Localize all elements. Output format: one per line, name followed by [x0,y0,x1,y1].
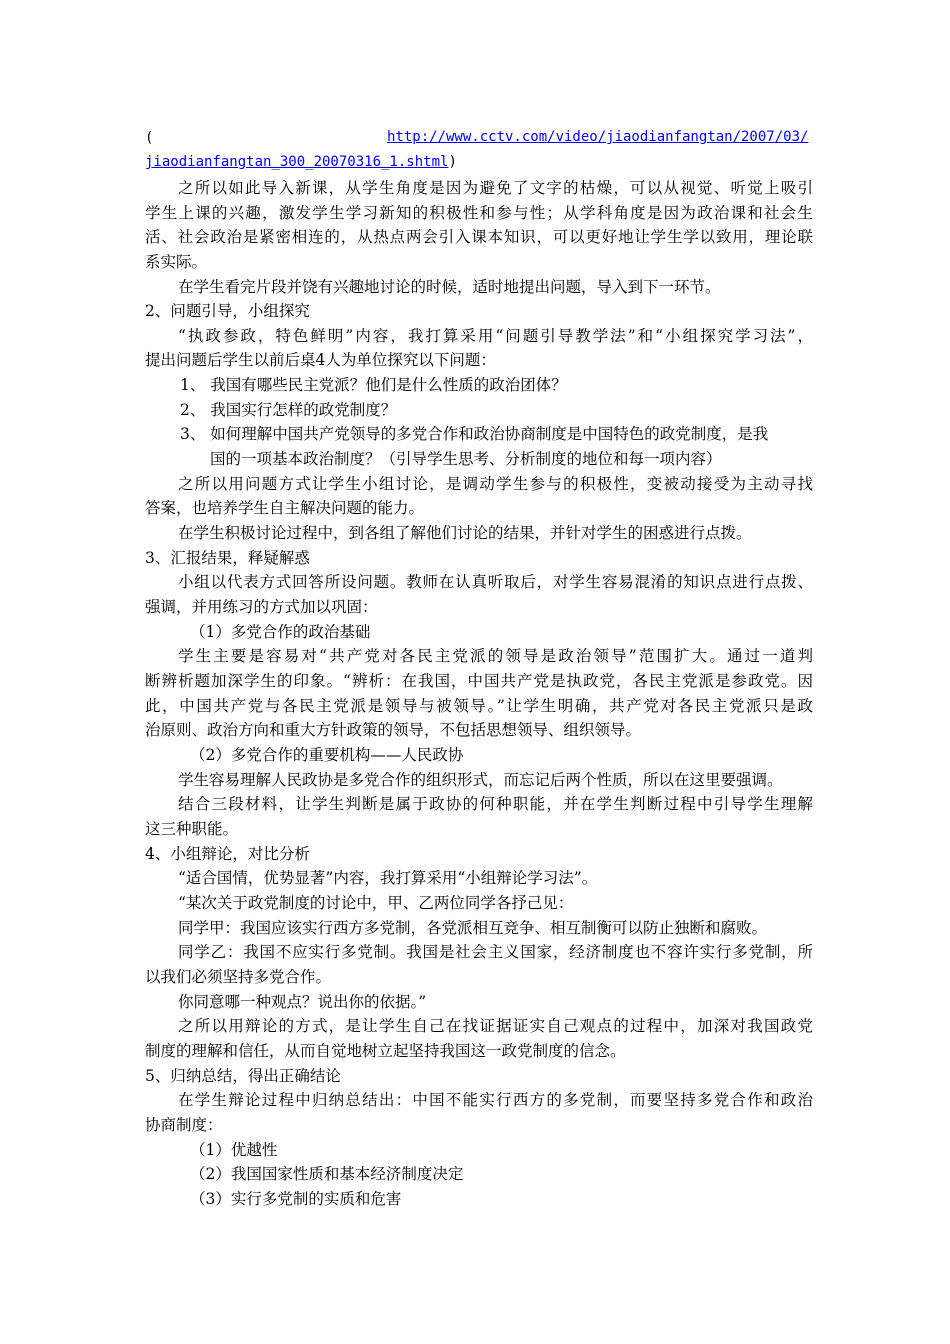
list-item-continuation: 国的一项基本政治制度？（引导学生思考、分析制度的地位和每一项内容） [210,450,722,468]
subheading: （3）实行多党制的实质和危害 [190,1190,402,1208]
paragraph-line: 协商制度： [145,1116,223,1134]
subheading: （1）多党合作的政治基础 [190,623,371,641]
paragraph-line: 治原则、政治方向和重大方针政策的领导，不包括思想领导、组织领导。 [145,721,642,739]
open-paren: ( [145,130,154,146]
section-heading: 5、归纳总结，得出正确结论 [145,1067,341,1085]
paragraph-line: 小组以代表方式回答所设问题。教师在认真听取后，对学生容易混淆的知识点进行点拨、 [178,573,813,591]
subheading: （2）多党合作的重要机构——人民政协 [190,746,464,764]
paragraph-line: 在学生积极讨论过程中，到各组了解他们讨论的结果，并针对学生的困惑进行点拨。 [178,524,752,542]
paragraph-line: 之所以如此导入新课，从学生角度是因为避免了文字的枯燥，可以从视觉、听觉上吸引 [178,179,813,197]
paragraph-line: 学生容易理解人民政协是多党合作的组织形式，而忘记后两个性质，所以在这里要强调。 [178,771,783,789]
section-heading: 3、汇报结果，释疑解惑 [145,549,310,567]
paragraph-line: 这三种职能。 [145,820,239,838]
paragraph-line: 断辨析题加深学生的印象。“辨析：在我国，中国共产党是执政党，各民主党派是参政党。因 [145,672,813,690]
paragraph-line: 以我们必须坚持多党合作。 [145,968,332,986]
paragraph-line: 学生主要是容易对“共产党对各民主党派的领导是政治领导”范围扩大。通过一道判 [178,647,813,665]
paragraph-line: 同学甲：我国应该实行西方多党制，各党派相互竞争、相互制衡可以防止独断和腐败。 [178,919,768,937]
subheading: （2）我国国家性质和基本经济制度决定 [190,1165,464,1183]
paragraph-line: 在学生看完片段并饶有兴趣地讨论的时候，适时地提出问题，导入到下一环节。 [178,278,721,296]
section-heading: 4、小组辩论，对比分析 [145,845,310,863]
close-paren: ) [448,154,457,170]
paragraph-line: 活、社会政治是紧密相连的，从热点两会引入课本知识，可以更好地让学生学以致用，理论联 [145,228,813,246]
list-item: 3、 如何理解中国共产党领导的多党合作和政治协商制度是中国特色的政党制度，是我 [180,425,769,443]
paragraph-line: 在学生辩论过程中归纳总结出：中国不能实行西方的多党制，而要坚持多党合作和政治 [178,1091,813,1109]
paragraph-line: 提出问题后学生以前后桌4人为单位探究以下问题： [145,351,496,369]
paragraph-line: 此，中国共产党与各民主党派是领导与被领导。”让学生明确，共产党对各民主党派只是政 [145,697,813,715]
subheading: （1）优越性 [190,1141,278,1159]
list-item: 2、 我国实行怎样的政党制度？ [180,401,397,419]
paragraph-line: 制度的理解和信任，从而自觉地树立起坚持我国这一政党制度的信念。 [145,1042,626,1060]
video-link-part-2[interactable]: jiaodianfangtan_300_20070316_1.shtml [145,154,449,170]
paragraph-line: 结合三段材料，让学生判断是属于政协的何种职能，并在学生判断过程中引导学生理解 [178,795,813,813]
paragraph-line: 学生上课的兴趣，激发学生学习新知的积极性和参与性；从学科角度是因为政治课和社会生 [145,204,813,222]
list-item: 1、 我国有哪些民主党派？他们是什么性质的政治团体？ [180,376,567,394]
paragraph-line: 之所以用辩论的方式，是让学生自己在找证据证实自己观点的过程中，加深对我国政党 [178,1017,813,1035]
paragraph-line: 强调，并用练习的方式加以巩固： [145,598,378,616]
paragraph-line: “执政参政，特色鲜明”内容，我打算采用“问题引导教学法”和“小组探究学习法”， [178,327,813,345]
paragraph-line: “某次关于政党制度的讨论中，甲、乙两位同学各抒己见： [178,894,574,912]
paragraph-line: 同学乙：我国不应实行多党制。我国是社会主义国家，经济制度也不容许实行多党制，所 [178,943,813,961]
paragraph-line: 系实际。 [145,253,208,271]
paragraph-line: 你同意哪一种观点？说出你的依据。” [178,993,427,1011]
section-heading: 2、问题引导，小组探究 [145,302,310,320]
link-line-1 [145,127,813,147]
paragraph-line: “适合国情，优势显著”内容，我打算采用“小组辩论学习法”。 [178,869,598,887]
paragraph-line: 之所以用问题方式让学生小组讨论，是调动学生参与的积极性，变被动接受为主动寻找 [178,475,813,493]
paragraph-line: 答案，也培养学生自主解决问题的能力。 [145,499,425,517]
video-link-part-1[interactable]: http://www.cctv.com/video/jiaodianfangtan/2007/03/ [387,129,809,145]
link-line-2 [145,151,813,171]
